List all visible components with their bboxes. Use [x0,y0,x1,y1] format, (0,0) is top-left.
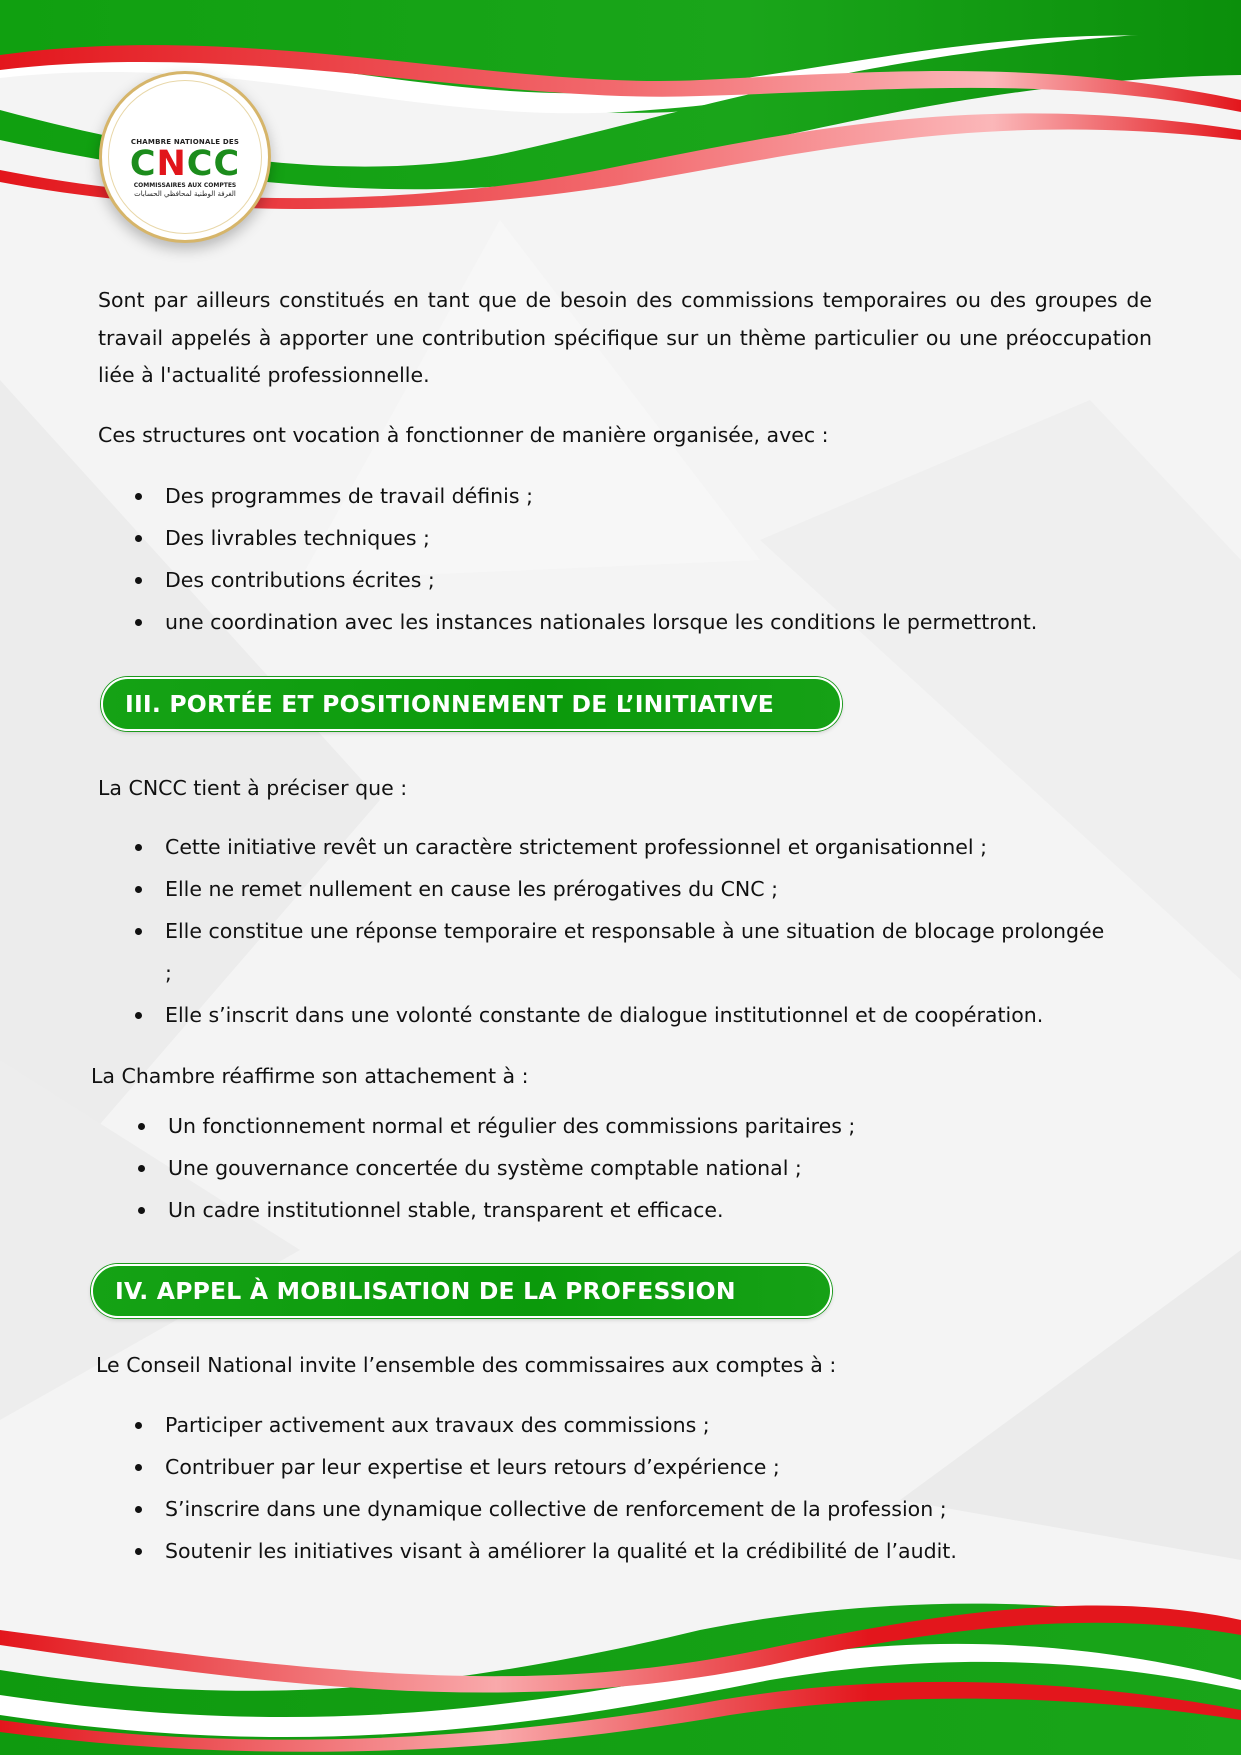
list-item: Des livrables techniques ; [135,517,1195,559]
list-item: Une gouvernance concertée du système comptable national ; [138,1147,1178,1189]
section-4-intro: Le Conseil National invite l’ensemble des commissaires aux comptes à : [96,1353,837,1377]
section-3-list [135,826,1175,1036]
list-item: Un fonctionnement normal et régulier des commissions paritaires ; [138,1105,1178,1147]
structures-paragraph: Ces structures ont vocation à fonctionner de manière organisée, avec : [98,423,829,447]
list-item: Elle ne remet nullement en cause les prérogatives du CNC ; [135,868,1175,910]
list-item: Participer activement aux travaux des commissions ; [135,1404,1195,1446]
logo-top-text: CHAMBRE NATIONALE DES [130,138,240,146]
list-item: Soutenir les initiatives visant à améliorer la qualité et la crédibilité de l’audit. [135,1530,1195,1572]
list-item: Des contributions écrites ; [135,559,1195,601]
section-4-title: IV. APPEL À MOBILISATION DE LA PROFESSION [91,1264,832,1318]
section-3-intro: La CNCC tient à préciser que : [98,776,408,800]
list-item: Elle s’inscrit dans une volonté constante de dialogue institutionnel et de coopération. [135,994,1175,1036]
list-item: une coordination avec les instances nationales lorsque les conditions le permettront. [135,601,1195,643]
list-item-text: Elle constitue une réponse temporaire et responsable à une situation de blocage prolongée ; [165,919,1105,985]
list-item: Des programmes de travail définis ; [135,475,1195,517]
logo-letter-n: N [156,144,187,184]
logo-subtitle: COMMISSAIRES AUX COMPTES [133,182,237,189]
section-3-title: III. PORTÉE ET POSITIONNEMENT DE L’INITIATIVE [101,677,842,731]
logo-letter-c: C [129,144,157,184]
list-item: Cette initiative revêt un caractère strictement professionnel et organisationnel ; [135,826,1175,868]
list-item: Un cadre institutionnel stable, transparent et efficace. [138,1189,1178,1231]
section-3-intro-2: La Chambre réaffirme son attachement à : [91,1064,529,1088]
section-4-list [135,1404,1195,1572]
logo-arabic-text: الغرفة الوطنية لمحافظي الحسابات [134,190,236,198]
list-item: Contribuer par leur expertise et leurs retours d’expérience ; [135,1446,1195,1488]
list-item [135,910,1105,994]
structures-list [135,475,1195,643]
list-item: S’inscrire dans une dynamique collective de renforcement de la profession ; [135,1488,1195,1530]
logo-letters-cc: CC [186,144,241,184]
intro-paragraph: Sont par ailleurs constitués en tant que de besoin des commissions temporaires ou des groupes de travail appelés à apporter une contribution spécifique sur un thème particulier ou une préoccupation liée à l'actualité professionnelle. [98,288,1152,387]
section-3-list-2 [138,1105,1178,1231]
